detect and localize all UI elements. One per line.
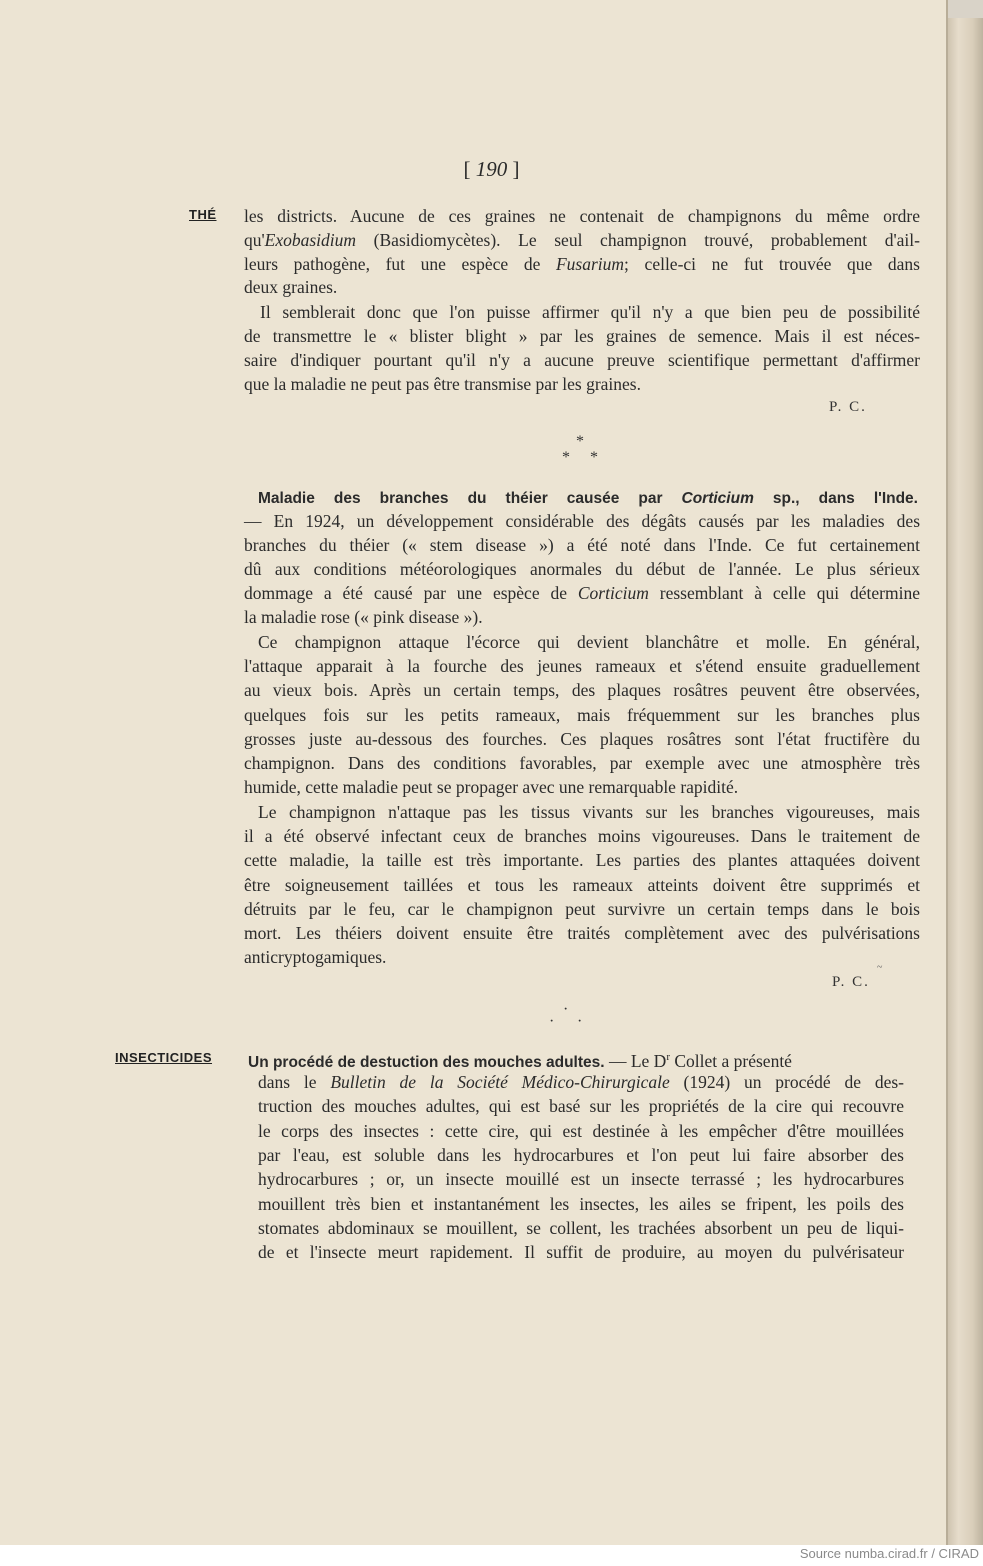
s2-line-19: anticryptogamiques. bbox=[244, 947, 387, 967]
asterism-1-left: * bbox=[562, 449, 570, 466]
s2-line-5: la maladie rose (« pink disease »). bbox=[244, 607, 483, 627]
s1-line-8: que la maladie ne peut pas être transmise par les graines. bbox=[244, 374, 641, 394]
side-label-the: THÉ bbox=[189, 207, 217, 222]
s1-line-3: leurs pathogène, fut une espèce de Fusarium; celle-ci ne fut trouvée que dans bbox=[244, 254, 920, 274]
s2-line-9: quelques fois sur les petits rameaux, mais fréquemment sur les branches plus bbox=[244, 705, 920, 725]
ink-mark: ~ bbox=[877, 962, 883, 973]
s3-line-1: Un procédé de destuction des mouches adultes. — Le $D^r$ Collet a présenté bbox=[248, 1050, 792, 1071]
asterism-2-top: · bbox=[563, 1001, 569, 1018]
s3-line-6: hydrocarbures ; or, un insecte mouillé est un insecte terrassé ; les hydrocarbures bbox=[258, 1169, 904, 1189]
s3-line-7: mouillent très bien et instantanément les insectes, les ailes se fripent, les poils des bbox=[258, 1194, 904, 1214]
s1-line-1: les districts. Aucune de ces graines ne contenait de champignons du même ordre bbox=[244, 206, 920, 226]
s2-line-16: être soigneusement taillées et tous les rameaux atteints doivent être supprimés et bbox=[244, 875, 920, 895]
s2-line-17: détruits par le feu, car le champignon peut survivre un certain temps dans le bois bbox=[244, 899, 920, 919]
s3-line-9: de et l'insecte meurt rapidement. Il suffit de produire, au moyen du pulvérisateur bbox=[258, 1242, 904, 1262]
s3-line-8: stomates abdominaux se mouillent, se collent, les trachées absorbent un peu de liqui- bbox=[258, 1218, 904, 1238]
s3-line-2: dans le Bulletin de la Société Médico-Chirurgicale (1924) un procédé de des- bbox=[258, 1072, 904, 1092]
asterism-1-top: * bbox=[576, 433, 584, 450]
asterism-1-right: * bbox=[590, 449, 598, 466]
s2-line-11: champignon. Dans des conditions favorables, par exemple avec une atmosphère très bbox=[244, 753, 920, 773]
s2-heading: Maladie des branches du théier causée par Corticium sp., dans l'Inde. bbox=[258, 490, 918, 507]
page-edge bbox=[948, 18, 983, 1545]
s2-line-12: humide, cette maladie peut se propager avec une remarquable rapidité. bbox=[244, 777, 739, 797]
s2-line-13: Le champignon n'attaque pas les tissus vivants sur les branches vigoureuses, mais bbox=[258, 802, 920, 822]
s2-line-2: branches du théier (« stem disease ») a été noté dans l'Inde. Ce fut certainement bbox=[244, 535, 920, 555]
s1-signature: P. C. bbox=[829, 399, 867, 415]
s2-line-15: cette maladie, la taille est très importante. Les parties des plantes attaquées doivent bbox=[244, 850, 920, 870]
page-number: [ 190 ] bbox=[463, 157, 520, 181]
asterism-2-right: · bbox=[577, 1013, 583, 1030]
s2-line-6: Ce champignon attaque l'écorce qui devient blanchâtre et molle. En général, bbox=[258, 632, 920, 652]
s1-line-7: saire d'indiquer pourtant qu'il n'y a aucune preuve scientifique permettant d'affirmer bbox=[244, 350, 920, 370]
s3-line-3: truction des mouches adultes, qui est basé sur les propriétés de la cire qui recouvre bbox=[258, 1096, 904, 1116]
s2-line-18: mort. Les théiers doivent ensuite être traités complètement avec des pulvérisations bbox=[244, 923, 920, 943]
s3-line-4: le corps des insectes : cette cire, qui est destinée à les empêcher d'être mouillées bbox=[258, 1121, 904, 1141]
s2-line-1: — En 1924, un développement considérable des dégâts causés par les maladies des bbox=[244, 511, 920, 531]
s2-signature: P. C. bbox=[832, 974, 870, 990]
side-label-insecticides: INSECTICIDES bbox=[115, 1050, 213, 1065]
s2-line-10: grosses juste au-dessous des fourches. Ces plaques rosâtres sont l'état fructifère du bbox=[244, 729, 920, 749]
s1-line-6: de transmettre le « blister blight » par les graines de semence. Mais il est néces- bbox=[244, 326, 920, 346]
asterism-2-left: · bbox=[549, 1013, 555, 1030]
s2-line-4: dommage a été causé par une espèce de Corticium ressemblant à celle qui détermine bbox=[244, 583, 920, 603]
s1-line-4: deux graines. bbox=[244, 277, 338, 297]
s3-line-5: par l'eau, est soluble dans les hydrocarbures et l'on peut lui faire absorber des bbox=[258, 1145, 904, 1165]
source-footer bbox=[0, 1545, 983, 1566]
s2-line-7: l'attaque apparait à la fourche des jeunes rameaux et s'étend ensuite graduellement bbox=[244, 656, 920, 676]
source-credit: Source numba.cirad.fr / CIRAD bbox=[799, 1546, 979, 1561]
s2-line-8: au vieux bois. Après un certain temps, des plaques rosâtres peuvent être observées, bbox=[244, 680, 920, 700]
s2-line-3: dû aux conditions météorologiques anormales du début de l'année. Le plus sérieux bbox=[244, 559, 920, 579]
s2-line-14: il a été observé infectant ceux de branches moins vigoureuses. Dans le traitement de bbox=[244, 826, 920, 846]
s1-line-5: Il semblerait donc que l'on puisse affirmer qu'il n'y a que bien peu de possibilité bbox=[260, 302, 920, 322]
s1-line-2: qu'Exobasidium (Basidiomycètes). Le seul champignon trouvé, probablement d'ail- bbox=[244, 230, 920, 250]
